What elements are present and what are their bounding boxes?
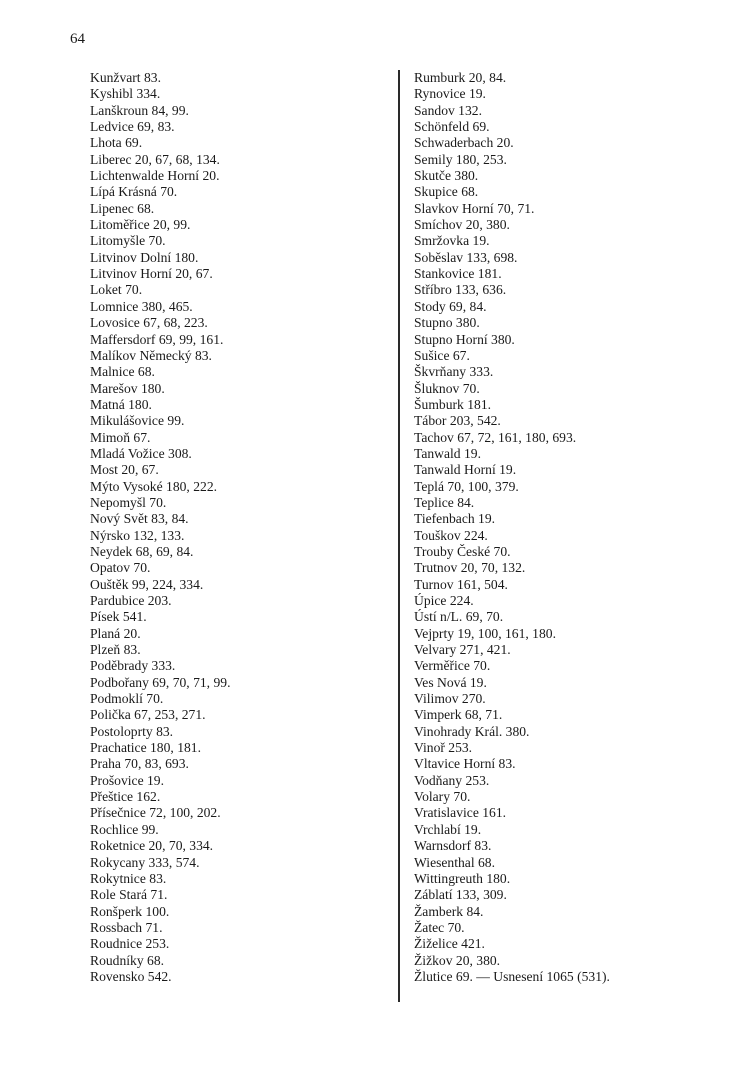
index-entry: Žiželice 421. xyxy=(414,936,485,952)
index-entry: Poděbrady 333. xyxy=(90,658,176,674)
index-entry: Velvary 271, 421. xyxy=(414,642,511,658)
index-entry: Rokytnice 83. xyxy=(90,870,167,886)
index-entry: Rumburk 20, 84. xyxy=(414,70,507,85)
index-entry: Tiefenbach 19. xyxy=(414,511,496,527)
index-entry: Liberec 20, 67, 68, 134. xyxy=(90,151,220,167)
index-entry: Nýrsko 132, 133. xyxy=(90,527,185,543)
index-entry: Přísečnice 72, 100, 202. xyxy=(90,805,221,821)
index-entry: Teplice 84. xyxy=(414,494,475,510)
index-entry: Žamberk 84. xyxy=(414,903,484,919)
index-entry: Přeštice 162. xyxy=(90,789,161,805)
index-entry: Skupice 68. xyxy=(414,184,479,200)
page-number: 64 xyxy=(70,31,85,47)
index-entry: Rokycany 333, 574. xyxy=(90,854,200,870)
index-entry: Škvrňany 333. xyxy=(414,364,494,380)
index-entry: Litomyšle 70. xyxy=(90,233,166,249)
index-entry: Warnsdorf 83. xyxy=(414,838,492,854)
index-entry: Stupno Horní 380. xyxy=(414,331,515,347)
index-entry: Lomnice 380, 465. xyxy=(90,298,193,314)
index-entry: Vltavice Horní 83. xyxy=(414,756,516,772)
index-entry: Planá 20. xyxy=(90,625,141,641)
index-entry: Žlutice 69. — Usnesení 1065 (531). xyxy=(414,968,610,984)
index-entry: Tanwald Horní 19. xyxy=(414,462,517,478)
index-entry: Vrchlabí 19. xyxy=(414,821,482,837)
index-entry: Verměřice 70. xyxy=(414,658,491,674)
index-entry: Trutnov 20, 70, 132. xyxy=(414,560,526,576)
index-entry: Podmoklí 70. xyxy=(90,691,164,707)
index-entry: Vilimov 270. xyxy=(414,691,486,707)
index-entry: Rossbach 71. xyxy=(90,919,163,935)
index-entry: Kyshibl 334. xyxy=(90,86,161,102)
index-entry: Loket 70. xyxy=(90,282,143,298)
index-entry: Vinohrady Král. 380. xyxy=(414,723,530,739)
index-entry: Touškov 224. xyxy=(414,527,488,543)
index-entry: Litoměřice 20, 99. xyxy=(90,217,191,233)
index-entry: Schönfeld 69. xyxy=(414,119,490,135)
index-entry: Žižkov 20, 380. xyxy=(414,952,501,968)
index-entry: Lovosice 67, 68, 223. xyxy=(90,315,208,331)
index-entry: Teplá 70, 100, 379. xyxy=(414,478,519,494)
index-entry: Litvinov Horní 20, 67. xyxy=(90,266,213,282)
index-entry: Rochlice 99. xyxy=(90,821,159,837)
index-entry: Turnov 161, 504. xyxy=(414,576,508,592)
index-entry: Lipenec 68. xyxy=(90,200,155,216)
index-entry: Nový Svět 83, 84. xyxy=(90,511,189,527)
index-entry: Praha 70, 83, 693. xyxy=(90,756,189,772)
index-entry: Smržovka 19. xyxy=(414,233,490,249)
index-entry: Polička 67, 253, 271. xyxy=(90,707,206,723)
index-entry: Vodňany 253. xyxy=(414,772,490,788)
index-entry: Lhota 69. xyxy=(90,135,143,151)
index-entry: Malnice 68. xyxy=(90,364,155,380)
index-entry: Postoloprty 83. xyxy=(90,723,174,739)
index-entry: Stankovice 181. xyxy=(414,266,502,282)
index-entry: Plzeň 83. xyxy=(90,642,141,658)
index-entry: Ústí n/L. 69, 70. xyxy=(414,609,504,625)
index-entry: Neydek 68, 69, 84. xyxy=(90,543,194,559)
index-column-left xyxy=(90,70,380,985)
index-entry: Vejprty 19, 100, 161, 180. xyxy=(414,625,556,641)
index-entry: Roudnice 253. xyxy=(90,936,170,952)
index-entry: Podbořany 69, 70, 71, 99. xyxy=(90,674,231,690)
index-entry: Stody 69, 84. xyxy=(414,298,487,314)
index-entry: Nepomyšl 70. xyxy=(90,494,167,510)
index-entry: Prachatice 180, 181. xyxy=(90,740,201,756)
index-entry: Mýto Vysoké 180, 222. xyxy=(90,478,218,494)
index-entry: Rovensko 542. xyxy=(90,968,172,984)
index-entry: Mimoň 67. xyxy=(90,429,151,445)
index-entry: Ves Nová 19. xyxy=(414,674,487,690)
index-entry: Vratislavice 161. xyxy=(414,805,507,821)
index-entry: Stupno 380. xyxy=(414,315,480,331)
index-entry: Ronšperk 100. xyxy=(90,903,170,919)
index-entry: Sandov 132. xyxy=(414,102,482,118)
index-entry: Sušice 67. xyxy=(414,347,470,363)
index-entry: Maffersdorf 69, 99, 161. xyxy=(90,331,224,347)
index-column-right xyxy=(414,70,734,985)
index-entry: Schwaderbach 20. xyxy=(414,135,514,151)
index-entry: Vinoř 253. xyxy=(414,740,473,756)
index-entry: Stříbro 133, 636. xyxy=(414,282,507,298)
index-entry: Trouby České 70. xyxy=(414,543,511,559)
index-entry: Tanwald 19. xyxy=(414,445,481,461)
index-entry: Úpice 224. xyxy=(414,593,474,608)
index-entry: Role Stará 71. xyxy=(90,887,168,903)
index-entry: Záblatí 133, 309. xyxy=(414,887,507,903)
column-divider xyxy=(398,70,400,1002)
index-entry: Matná 180. xyxy=(90,396,152,412)
index-entry: Roketnice 20, 70, 334. xyxy=(90,838,214,854)
index-entry: Litvinov Dolní 180. xyxy=(90,249,199,265)
index-entry: Roudníky 68. xyxy=(90,952,165,968)
index-entry: Kunžvart 83. xyxy=(90,70,161,85)
index-entry: Lichtenwalde Horní 20. xyxy=(90,168,220,184)
index-entry: Semily 180, 253. xyxy=(414,151,507,167)
index-entry: Mladá Vožice 308. xyxy=(90,445,192,461)
index-entry: Vimperk 68, 71. xyxy=(414,707,503,723)
index-entry: Ouštěk 99, 224, 334. xyxy=(90,576,204,592)
index-entry: Písek 541. xyxy=(90,609,147,625)
index-entry: Ledvice 69, 83. xyxy=(90,119,175,135)
index-entry: Wittingreuth 180. xyxy=(414,870,511,886)
index-entry: Malíkov Německý 83. xyxy=(90,347,212,363)
index-entry: Prošovice 19. xyxy=(90,772,165,788)
index-entry: Most 20, 67. xyxy=(90,462,159,478)
index-entry: Pardubice 203. xyxy=(90,593,172,608)
index-entry: Wiesenthal 68. xyxy=(414,854,495,870)
index-entry: Šumburk 181. xyxy=(414,396,492,412)
index-entry: Smíchov 20, 380. xyxy=(414,217,510,233)
index-entry: Lípá Krásná 70. xyxy=(90,184,178,200)
index-entry: Opatov 70. xyxy=(90,560,151,576)
index-entry: Slavkov Horní 70, 71. xyxy=(414,200,535,216)
index-entry: Šluknov 70. xyxy=(414,380,480,396)
index-entry: Žatec 70. xyxy=(414,919,465,935)
index-entry: Mikulášovice 99. xyxy=(90,413,185,429)
index-entry: Skutče 380. xyxy=(414,168,479,184)
index-entry: Tachov 67, 72, 161, 180, 693. xyxy=(414,429,577,445)
index-entry: Soběslav 133, 698. xyxy=(414,249,518,265)
index-entry: Lanškroun 84, 99. xyxy=(90,102,189,118)
index-entry: Rynovice 19. xyxy=(414,86,486,102)
index-entry: Marešov 180. xyxy=(90,380,165,396)
index-entry: Volary 70. xyxy=(414,789,471,805)
index-entry: Tábor 203, 542. xyxy=(414,413,501,429)
